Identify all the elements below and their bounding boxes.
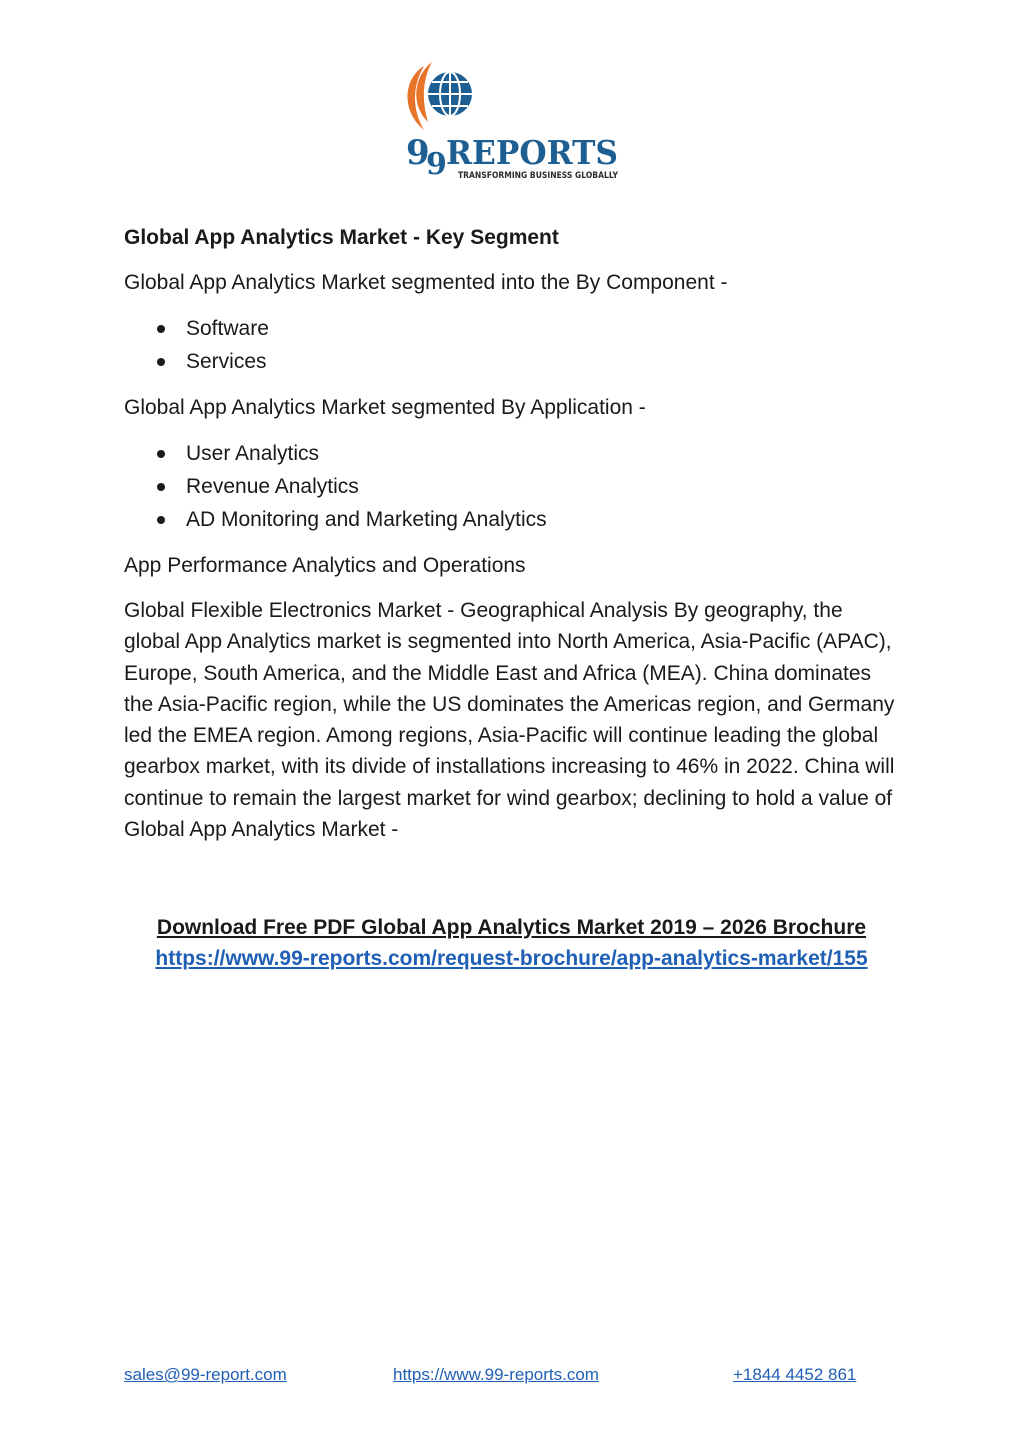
svg-text:9: 9 <box>406 133 430 173</box>
footer-email-link[interactable]: sales@99-report.com <box>124 1365 287 1384</box>
logo-graphic <box>402 58 622 186</box>
brochure-link[interactable]: https://www.99-reports.com/request-brochure/app-analytics-market/155 <box>155 947 868 970</box>
list-item: AD Monitoring and Marketing Analytics <box>124 503 899 536</box>
bullet-icon <box>157 358 165 366</box>
section-heading: Global App Analytics Market - Key Segment <box>124 226 559 249</box>
footer-website-link[interactable]: https://www.99-reports.com <box>393 1365 599 1384</box>
application-intro: Global App Analytics Market segmented By Application - <box>124 396 646 419</box>
application-list <box>124 437 899 536</box>
list-item: Revenue Analytics <box>124 470 899 503</box>
extra-line: App Performance Analytics and Operations <box>124 554 526 577</box>
bullet-icon <box>157 450 165 458</box>
company-logo <box>402 58 622 186</box>
list-item: Software <box>124 312 899 345</box>
bullet-icon <box>157 325 165 333</box>
component-list <box>124 312 899 378</box>
list-item: User Analytics <box>124 437 899 470</box>
component-intro: Global App Analytics Market segmented into the By Component - <box>124 271 728 294</box>
geo-paragraph: Global Flexible Electronics Market - Geographical Analysis By geography, the global App Analytics market is segmented into North America, Asia-Pacific (APAC), Europe, South America, and the Middle East and Africa (MEA). China dominates the Asia-Pacific region, while the US dominates the Americas region, and Germany led the EMEA region. Among regions, Asia-Pacific will continue leading the global gearbox market, with its divide of installations increasing to 46% in 2022. China will continue to remain the largest market for wind gearbox; declining to hold a value of Global App Analytics Market - <box>124 599 895 842</box>
svg-text:9: 9 <box>426 147 447 182</box>
svg-text:REPORTS: REPORTS <box>446 133 618 172</box>
main-content <box>124 222 899 845</box>
cta-title: Download Free PDF Global App Analytics Market 2019 – 2026 Brochure <box>156 916 867 939</box>
list-item: Services <box>124 345 899 378</box>
svg-text:TRANSFORMING BUSINESS GLOBALLY: TRANSFORMING BUSINESS GLOBALLY <box>458 171 619 181</box>
bullet-icon <box>157 483 165 491</box>
download-cta <box>0 912 1023 974</box>
bullet-icon <box>157 516 165 524</box>
footer-phone-link[interactable]: +1844 4452 861 <box>733 1365 857 1384</box>
